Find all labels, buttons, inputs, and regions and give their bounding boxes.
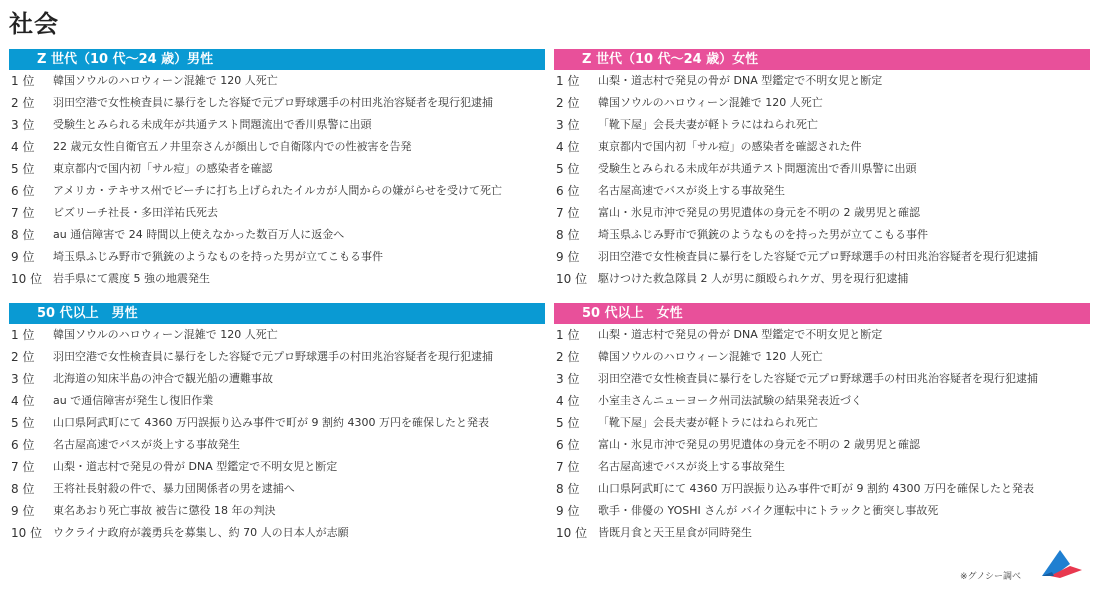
rank-headline: 王将社長射殺の件で、暴力団関係者の男を逮捕へ	[53, 482, 295, 495]
rank-headline: 山口県阿武町にて 4360 万円誤振り込み事件で町が 9 割約 4300 万円を確保したと発表	[53, 416, 489, 429]
rank-row	[554, 522, 1090, 544]
panel-header: Z 世代（10 代〜24 歳）女性	[554, 49, 1090, 70]
rank-headline: 東名あおり死亡事故 被告に懲役 18 年の判決	[53, 504, 276, 517]
rank-row	[554, 70, 1090, 92]
rank-headline: 小室圭さんニューヨーク州司法試験の結果発表近づく	[598, 394, 862, 407]
rank-headline: アメリカ・テキサス州でビーチに打ち上げられたイルカが人間からの嫌がらせを受けて死亡	[53, 184, 503, 197]
rank-list	[9, 70, 545, 290]
rank-headline: 北海道の知床半島の沖合で観光船の遭難事故	[53, 372, 273, 385]
rank-headline: 東京都内で国内初「サル痘」の感染者を確認	[53, 162, 273, 175]
rank-headline: 山梨・道志村で発見の骨が DNA 型鑑定で不明女児と断定	[598, 328, 883, 341]
rank-number: 7 位	[11, 206, 35, 220]
rank-number: 8 位	[11, 228, 35, 242]
rank-number: 10 位	[11, 526, 43, 540]
rank-number: 6 位	[556, 438, 580, 452]
rank-headline: 名古屋高速でバスが炎上する事故発生	[53, 438, 240, 451]
rank-number: 6 位	[11, 184, 35, 198]
rank-number: 3 位	[556, 118, 580, 132]
rank-number: 7 位	[11, 460, 35, 474]
rank-row	[554, 346, 1090, 368]
rank-number: 3 位	[556, 372, 580, 386]
rank-row	[9, 92, 545, 114]
rank-headline: 歌手・俳優の YOSHI さんが バイク運転中にトラックと衝突し事故死	[598, 504, 939, 517]
rank-row	[9, 434, 545, 456]
rank-number: 8 位	[556, 482, 580, 496]
rank-headline: 韓国ソウルのハロウィーン混雑で 120 人死亡	[598, 96, 823, 109]
rank-number: 1 位	[556, 328, 580, 342]
rank-number: 5 位	[11, 162, 35, 176]
rank-row	[554, 224, 1090, 246]
rank-number: 1 位	[556, 74, 580, 88]
rank-row	[554, 324, 1090, 346]
rank-number: 4 位	[11, 394, 35, 408]
rank-row	[9, 456, 545, 478]
rank-number: 9 位	[556, 250, 580, 264]
page-title: 社会	[9, 10, 59, 38]
rank-number: 3 位	[11, 372, 35, 386]
rank-number: 10 位	[556, 526, 588, 540]
source-note: ※グノシー調べ	[959, 572, 1021, 582]
rank-number: 9 位	[11, 250, 35, 264]
rank-headline: 東京都内で国内初「サル痘」の感染者を確認された件	[598, 140, 862, 153]
gunosy-logo-icon	[1040, 548, 1084, 580]
rank-headline: au で通信障害が発生し復旧作業	[53, 394, 214, 407]
rank-row	[9, 346, 545, 368]
rank-headline: 羽田空港で女性検査員に暴行をした容疑で元プロ野球選手の村田兆治容疑者を現行犯逮捕	[53, 350, 493, 363]
rank-headline: 名古屋高速でバスが炎上する事故発生	[598, 184, 785, 197]
rank-number: 6 位	[11, 438, 35, 452]
rank-row	[554, 478, 1090, 500]
rank-headline: 山口県阿武町にて 4360 万円誤振り込み事件で町が 9 割約 4300 万円を確保したと発表	[598, 482, 1034, 495]
rank-row	[9, 224, 545, 246]
rank-row	[9, 158, 545, 180]
rank-row	[9, 324, 545, 346]
rank-headline: 埼玉県ふじみ野市で猟銃のようなものを持った男が立てこもる事件	[598, 228, 928, 241]
rank-row	[554, 114, 1090, 136]
rank-row	[9, 70, 545, 92]
rank-number: 7 位	[556, 460, 580, 474]
rank-list	[554, 70, 1090, 290]
rank-headline: 羽田空港で女性検査員に暴行をした容疑で元プロ野球選手の村田兆治容疑者を現行犯逮捕	[598, 250, 1038, 263]
rank-row	[9, 390, 545, 412]
rank-headline: 22 歳元女性自衛官五ノ井里奈さんが顔出しで自衛隊内での性被害を告発	[53, 140, 412, 153]
rank-headline: 山梨・道志村で発見の骨が DNA 型鑑定で不明女児と断定	[53, 460, 338, 473]
panel-50-female	[554, 303, 1090, 544]
rank-number: 6 位	[556, 184, 580, 198]
rank-row	[9, 478, 545, 500]
rank-row	[554, 368, 1090, 390]
rank-row	[554, 202, 1090, 224]
rank-row	[554, 136, 1090, 158]
rank-number: 4 位	[556, 394, 580, 408]
rank-headline: 山梨・道志村で発見の骨が DNA 型鑑定で不明女児と断定	[598, 74, 883, 87]
rank-row	[554, 390, 1090, 412]
rank-number: 7 位	[556, 206, 580, 220]
rank-row	[9, 522, 545, 544]
rank-headline: 「靴下屋」会長夫妻が軽トラにはねられ死亡	[598, 416, 818, 429]
rank-row	[554, 434, 1090, 456]
panel-50-male	[9, 303, 545, 544]
rank-headline: 皆既月食と天王星食が同時発生	[598, 526, 752, 539]
rank-list	[9, 324, 545, 544]
rank-number: 2 位	[11, 350, 35, 364]
rank-headline: 受験生とみられる未成年が共通テスト問題流出で香川県警に出頭	[598, 162, 917, 175]
rank-number: 8 位	[11, 482, 35, 496]
rank-row	[554, 246, 1090, 268]
rank-headline: 韓国ソウルのハロウィーン混雑で 120 人死亡	[53, 328, 278, 341]
rank-number: 5 位	[556, 162, 580, 176]
rank-row	[9, 368, 545, 390]
panel-header: 50 代以上 女性	[554, 303, 1090, 324]
panel-z-female	[554, 49, 1090, 290]
rank-number: 3 位	[11, 118, 35, 132]
rank-number: 4 位	[556, 140, 580, 154]
rank-headline: ウクライナ政府が義勇兵を募集し、約 70 人の日本人が志願	[53, 526, 349, 539]
panel-header: Z 世代（10 代〜24 歳）男性	[9, 49, 545, 70]
rank-number: 9 位	[11, 504, 35, 518]
rank-headline: au 通信障害で 24 時間以上使えなかった数百万人に返金へ	[53, 228, 345, 241]
rank-number: 2 位	[556, 96, 580, 110]
rank-number: 1 位	[11, 74, 35, 88]
rank-headline: 韓国ソウルのハロウィーン混雑で 120 人死亡	[53, 74, 278, 87]
rank-headline: 富山・氷見市沖で発見の男児遺体の身元を不明の 2 歳男児と確認	[598, 438, 920, 451]
rank-number: 5 位	[11, 416, 35, 430]
rank-number: 2 位	[11, 96, 35, 110]
rank-headline: ビズリーチ社長・多田洋祐氏死去	[53, 206, 218, 219]
rank-row	[554, 92, 1090, 114]
rank-number: 10 位	[556, 272, 588, 286]
rank-row	[554, 268, 1090, 290]
rank-row	[9, 246, 545, 268]
rank-headline: 「靴下屋」会長夫妻が軽トラにはねられ死亡	[598, 118, 818, 131]
rank-number: 1 位	[11, 328, 35, 342]
rank-headline: 名古屋高速でバスが炎上する事故発生	[598, 460, 785, 473]
rank-list	[554, 324, 1090, 544]
rank-number: 9 位	[556, 504, 580, 518]
rank-row	[554, 456, 1090, 478]
rank-row	[9, 500, 545, 522]
rank-headline: 岩手県にて震度 5 強の地震発生	[53, 272, 210, 285]
rank-headline: 駆けつけた救急隊員 2 人が男に顔殴られケガ、男を現行犯逮捕	[598, 272, 909, 285]
rank-row	[9, 136, 545, 158]
rank-number: 4 位	[11, 140, 35, 154]
rank-number: 5 位	[556, 416, 580, 430]
rank-headline: 韓国ソウルのハロウィーン混雑で 120 人死亡	[598, 350, 823, 363]
rank-headline: 富山・氷見市沖で発見の男児遺体の身元を不明の 2 歳男児と確認	[598, 206, 920, 219]
panel-z-male	[9, 49, 545, 290]
rank-headline: 受験生とみられる未成年が共通テスト問題流出で香川県警に出頭	[53, 118, 372, 131]
rank-number: 10 位	[11, 272, 43, 286]
rank-row	[554, 412, 1090, 434]
rank-row	[554, 500, 1090, 522]
rank-row	[9, 114, 545, 136]
rank-number: 8 位	[556, 228, 580, 242]
rank-row	[9, 268, 545, 290]
rank-headline: 羽田空港で女性検査員に暴行をした容疑で元プロ野球選手の村田兆治容疑者を現行犯逮捕	[53, 96, 493, 109]
panel-header: 50 代以上 男性	[9, 303, 545, 324]
rank-row	[554, 158, 1090, 180]
rank-row	[554, 180, 1090, 202]
rank-number: 2 位	[556, 350, 580, 364]
rank-row	[9, 202, 545, 224]
rank-headline: 羽田空港で女性検査員に暴行をした容疑で元プロ野球選手の村田兆治容疑者を現行犯逮捕	[598, 372, 1038, 385]
rank-headline: 埼玉県ふじみ野市で猟銃のようなものを持った男が立てこもる事件	[53, 250, 383, 263]
rank-row	[9, 180, 545, 202]
rank-row	[9, 412, 545, 434]
